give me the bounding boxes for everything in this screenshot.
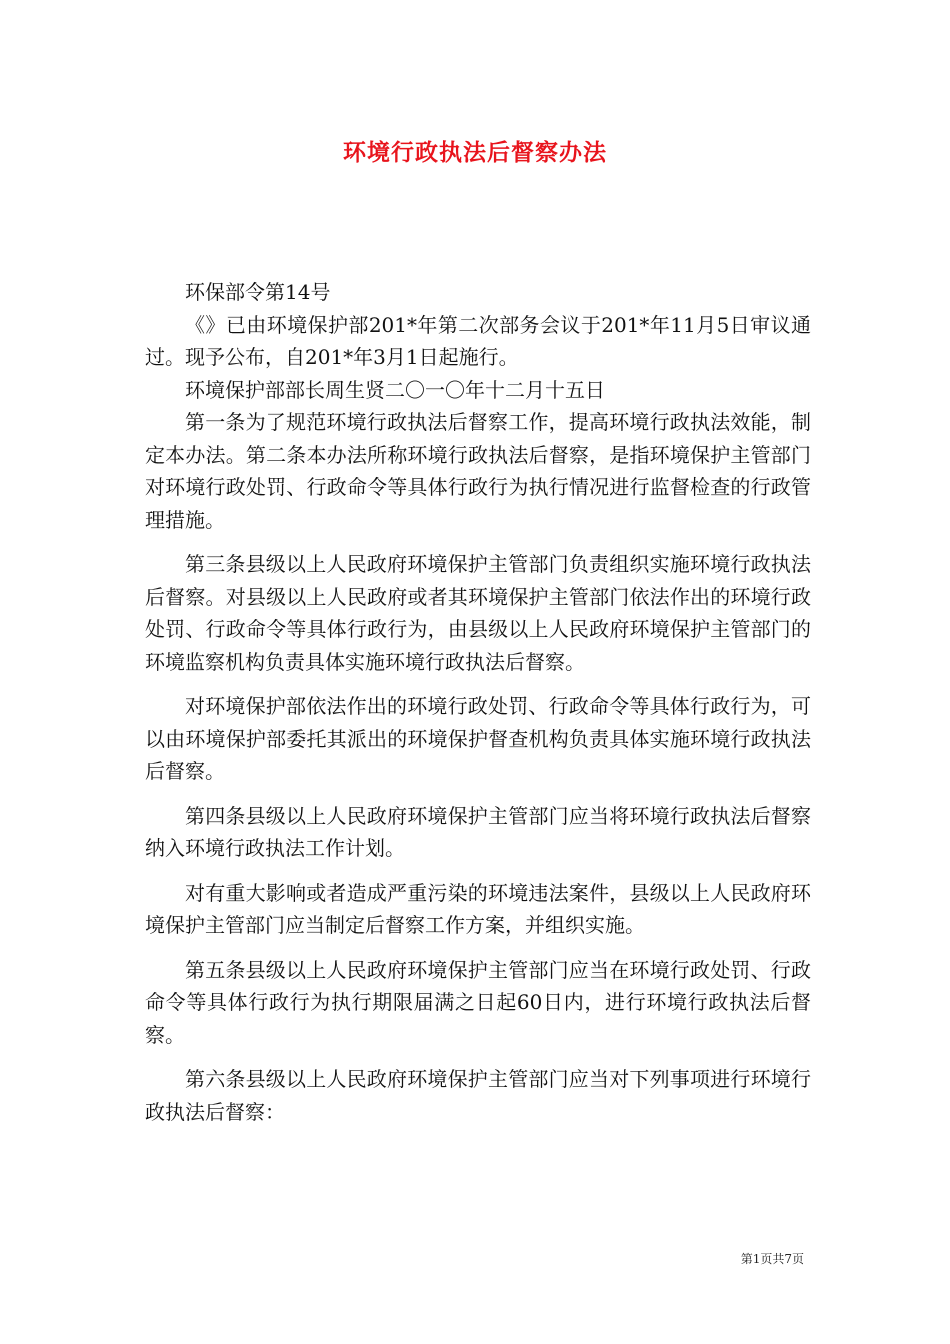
article-5-paragraph: 第五条县级以上人民政府环境保护主管部门应当在环境行政处罚、行政命令等具体行政行为执行期限届满之日起60日内，进行环境行政执法后督察。	[145, 957, 811, 1047]
article-4-paragraph: 第四条县级以上人民政府环境保护主管部门应当将环境行政执法后督察纳入环境行政执法工作计划。	[145, 803, 811, 860]
page-number-footer: 第1页共7页	[740, 1252, 804, 1266]
document-title: 环境行政执法后督察办法	[343, 139, 607, 166]
article-3-paragraph: 第三条县级以上人民政府环境保护主管部门负责组织实施环境行政执法后督察。对县级以上人民政府或者其环境保护主管部门依法作出的环境行政处罚、行政命令等具体行政行为，由县级以上人民政府环境保护主管部门的环境监察机构负责具体实施环境行政执法后督察。	[145, 552, 811, 674]
document-body	[145, 276, 811, 1128]
article-1-paragraph: 第一条为了规范环境行政执法后督察工作，提高环境行政执法效能，制定本办法。第二条本办法所称环境行政执法后督察，是指环境保护主管部门对环境行政处罚、行政命令等具体行政行为执行情况进行监督检查的行政管理措施。	[145, 410, 811, 532]
promulgation-paragraph: 《》已由环境保护部201*年第二次部务会议于201*年11月5日审议通过。现予公布，自201*年3月1日起施行。	[145, 312, 811, 369]
article-3-supplement-paragraph: 对环境保护部依法作出的环境行政处罚、行政命令等具体行政行为，可以由环境保护部委托其派出的环境保护督查机构负责具体实施环境行政执法后督察。	[145, 694, 811, 783]
article-4-supplement-paragraph: 对有重大影响或者造成严重污染的环境违法案件，县级以上人民政府环境保护主管部门应当制定后督察工作方案，并组织实施。	[145, 880, 811, 937]
signatory-paragraph: 环境保护部部长周生贤二〇一〇年十二月十五日	[185, 377, 605, 402]
article-6-paragraph: 第六条县级以上人民政府环境保护主管部门应当对下列事项进行环境行政执法后督察：	[145, 1067, 811, 1124]
order-number-paragraph: 环保部令第14号	[185, 280, 331, 304]
